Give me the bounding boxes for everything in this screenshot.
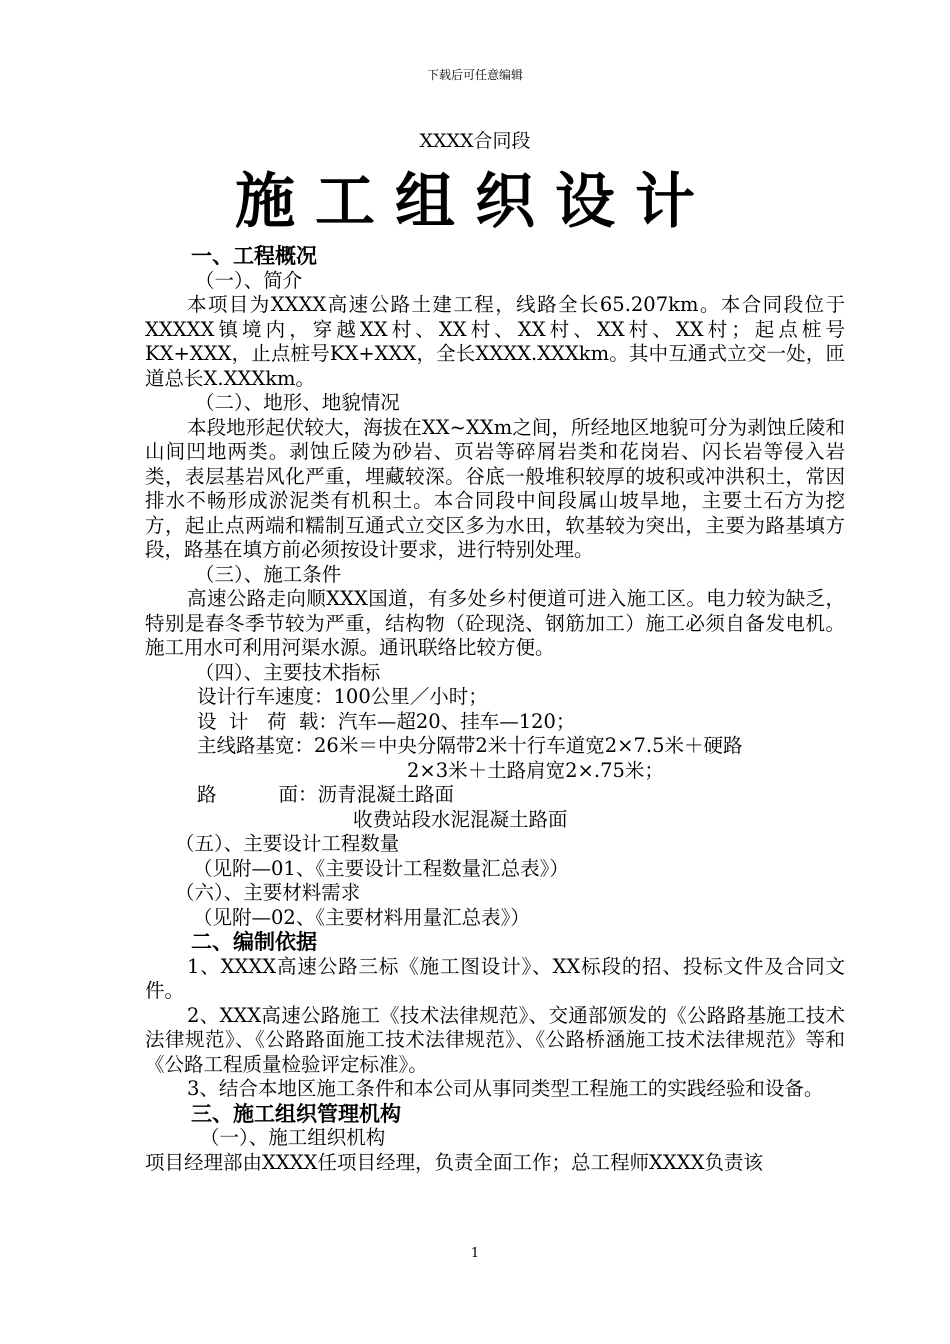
subsection-1-3-text: 高速公路走向顺XXX国道，有多处乡村便道可进入施工区。电力较为缺乏，特别是春冬季节较为严重，结构物（砼现浇、钢筋加工）施工必须自备发电机。施工用水可利用河渠水源。通讯联络比较方便。	[145, 587, 845, 659]
spec-design-load: 设 计 荷 载：汽车—超20、挂车—120；	[197, 709, 576, 733]
page-number: 1	[470, 1246, 480, 1261]
subsection-1-6-heading: （六）、主要材料需求	[175, 881, 361, 904]
spec-road-surface: 路 面：沥青混凝土路面	[197, 783, 454, 806]
subsection-1-6-text: （见附—02、《主要材料用量汇总表》）	[193, 905, 530, 929]
subsection-1-5-heading: （五）、主要设计工程数量	[175, 832, 400, 855]
subsection-1-2-text: 本段地形起伏较大，海拔在XX~XXm之间，所经地区地貌可分为剥蚀丘陵和山间凹地两类。剥蚀丘陵为砂岩、页岩等碎屑岩类和花岗岩、闪长岩等侵入岩类，表层基岩风化严重，埋藏较深。谷底一般堆积较厚的坡积或冲洪积土，常因排水不畅形成淤泥类有机积土。本合同段中间段属山坡旱地，主要土石方为挖方，起止点两端和糯制互通式立交区多为水田，软基较为突出，主要为路基填方段，路基在填方前必须按设计要求，进行特别处理。	[145, 415, 845, 561]
subsection-1-5-text: （见附—01、《主要设计工程数量汇总表》）	[193, 856, 569, 880]
spec-road-surface-cont: 收费站段水泥混凝土路面	[353, 807, 568, 831]
basis-item-2: 2、XXX高速公路施工《技术法律规范》、交通部颁发的《公路路基施工技术法律规范》、《公路路面施工技术法律规范》、《公路桥涵施工技术法律规范》等和《公路工程质量检验评定标准》。	[145, 1003, 845, 1076]
basis-item-3: 3、结合本地区施工条件和本公司从事同类型工程施工的实践经验和设备。	[187, 1077, 824, 1100]
subsection-1-1-heading: （一）、简介	[195, 268, 303, 292]
subsection-1-4-heading: （四）、主要技术指标	[195, 660, 381, 684]
subsection-3-1-text: 项目经理部由XXXX任项目经理，负责全面工作；总工程师XXXX负责该	[145, 1150, 764, 1174]
subsection-1-2-heading: （二）、地形、地貌情况	[195, 391, 400, 414]
spec-roadbed-width: 主线路基宽：26米＝中央分隔带2米十行车道宽2×7.5米＋硬路	[197, 734, 743, 757]
spec-design-speed: 设计行车速度：100公里／小时；	[197, 685, 488, 708]
contract-section-label: XXXX合同段	[419, 130, 531, 152]
section-3-heading: 三、施工组织管理机构	[191, 1100, 401, 1126]
section-1-heading: 一、工程概况	[191, 243, 317, 268]
document-body	[145, 244, 845, 1175]
subsection-3-1-heading: （一）、施工组织机构	[200, 1126, 386, 1149]
header-note: 下载后可任意编辑	[426, 68, 523, 82]
basis-item-1: 1、XXXX高速公路三标《施工图设计》、XX标段的招、投标文件及合同文件。	[145, 954, 845, 1002]
subsection-1-3-heading: （三）、施工条件	[195, 562, 342, 586]
document-title: 施工组织设计	[235, 167, 715, 237]
section-2-heading: 二、编制依据	[191, 929, 317, 954]
subsection-1-1-text: 本项目为XXXX高速公路土建工程，线路全长65.207km。本合同段位于XXXXX镇境内，穿越XX村、XX村、XX村、XX村、XX村；起点桩号KX+XXX，止点桩号KX+XXX，全长XXXX.XXXkm。其中互通式立交一处，匝道总长X.XXXkm。	[145, 293, 845, 390]
spec-roadbed-width-cont: 2×3米＋土路肩宽2×.75米；	[407, 758, 664, 782]
